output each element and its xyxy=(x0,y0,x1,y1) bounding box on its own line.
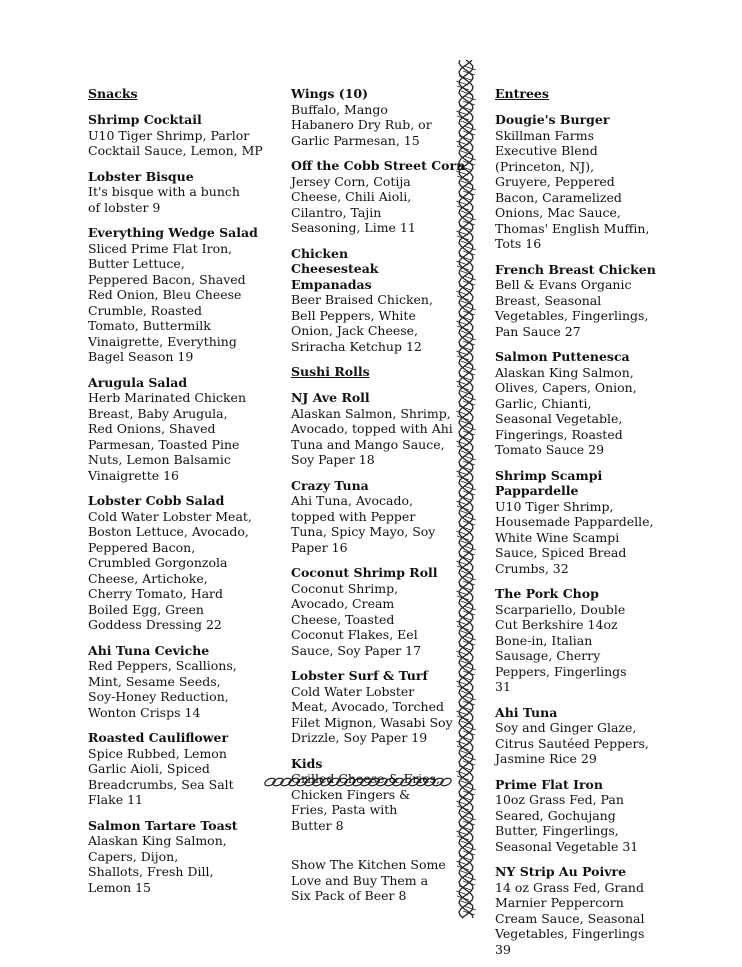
item-desc: Soy and Ginger Glaze, Citrus Sautéed Peppers, Jasmine Rice 29 xyxy=(495,720,649,766)
item-name: Everything Wedge Salad xyxy=(88,225,258,240)
menu-item-pork-chop xyxy=(495,586,670,695)
menu-item-coconut-shrimp-roll xyxy=(291,565,456,658)
menu-item-wings xyxy=(291,86,456,148)
entrees-column xyxy=(495,86,670,967)
item-desc: Coconut Shrimp, Avocado, Cream Cheese, Toasted Coconut Flakes, Eel Sauce, Soy Paper 17 xyxy=(291,580,422,658)
item-name: NY Strip Au Poivre xyxy=(495,864,627,879)
item-name: Shrimp Scampi Pappardelle xyxy=(495,467,603,498)
menu-item-lobster-surf-turf xyxy=(291,668,456,746)
item-desc: Skillman Farms Executive Blend (Princeton, NJ), Gruyere, Peppered Bacon, Caramelized Onions, Mac Sauce, Thomas' English Muffin, Tots 16 xyxy=(495,127,650,251)
item-name: Crazy Tuna xyxy=(291,477,369,493)
menu-item-arugula-salad xyxy=(88,375,273,484)
item-name: Arugula Salad xyxy=(88,374,188,390)
item-name: Shrimp Cocktail xyxy=(88,112,202,127)
menu-item-shrimp-scampi xyxy=(495,468,670,577)
menu-item-dougies-burger xyxy=(495,112,670,252)
item-name: Dougie's Burger xyxy=(495,112,610,127)
snacks-list xyxy=(88,112,273,895)
item-desc: 14 oz Grass Fed, Grand Marnier Peppercorn Cream Sauce, Seasonal Vegetables, Fingerlings 39 xyxy=(495,879,645,957)
item-desc: Bell & Evans Organic Breast, Seasonal Vegetables, Fingerlings, Pan Sauce 27 xyxy=(495,277,649,339)
menu-item-shrimp-cocktail xyxy=(88,112,273,159)
menu-item-everything-wedge-salad xyxy=(88,225,273,365)
sushi-rolls-heading: Sushi Rolls xyxy=(291,364,370,379)
menu-item-ny-strip xyxy=(495,864,670,957)
item-desc: Beer Braised Chicken, Bell Peppers, White Onion, Jack Cheese, Sriracha Ketchup 12 xyxy=(291,292,433,354)
item-desc: It's bisque with a bunch of lobster 9 xyxy=(88,184,240,215)
item-name: Wings (10) xyxy=(291,86,369,101)
item-name: Kids xyxy=(291,755,323,771)
menu-item-ahi-tuna xyxy=(495,705,670,767)
menu-item-french-breast-chicken xyxy=(495,262,670,340)
item-name: Salmon Tartare Toast xyxy=(88,817,238,833)
menu-item-kids xyxy=(291,756,456,834)
item-name: Chicken Cheesesteak Empanadas xyxy=(291,245,379,292)
item-name: Coconut Shrimp Roll xyxy=(291,565,438,580)
menu-item-nj-ave-roll xyxy=(291,390,456,468)
kitchen-beer-note: Show The Kitchen Some Love and Buy Them a Six Pack of Beer 8 xyxy=(291,857,446,903)
menu-item-cheesesteak-empanadas xyxy=(291,246,456,355)
menu-item-roasted-cauliflower xyxy=(88,730,273,808)
entrees-heading: Entrees xyxy=(495,86,549,101)
item-name: Off the Cobb Street Corn xyxy=(291,158,466,173)
item-desc: U10 Tiger Shrimp, Parlor Cocktail Sauce, Lemon, MP xyxy=(88,127,263,158)
middle-column xyxy=(291,86,466,904)
item-desc: Spice Rubbed, Lemon Garlic Aioli, Spiced Breadcrumbs, Sea Salt Flake 11 xyxy=(88,745,234,807)
menu-item-prime-flat-iron xyxy=(495,777,670,855)
item-name: NJ Ave Roll xyxy=(291,390,370,405)
item-name: Prime Flat Iron xyxy=(495,776,603,792)
item-name: Lobster Surf & Turf xyxy=(291,668,428,683)
item-name: Lobster Bisque xyxy=(88,168,194,184)
item-desc: Red Peppers, Scallions, Mint, Sesame Seeds, Soy-Honey Reduction, Wonton Crisps 14 xyxy=(88,658,237,720)
item-desc: U10 Tiger Shrimp, Housemade Pappardelle, White Wine Scampi Sauce, Spiced Bread Crumbs, 32 xyxy=(495,498,654,576)
item-name: Salmon Puttenesca xyxy=(495,349,630,364)
item-name: Ahi Tuna Ceviche xyxy=(88,642,210,658)
item-desc: Sliced Prime Flat Iron, Butter Lettuce, Peppered Bacon, Shaved Red Onion, Bleu Cheese Crumble, Roasted Tomato, Buttermilk Vinaigrette, Everything Bagel Season 19 xyxy=(88,240,246,364)
item-desc: Alaskan King Salmon, Olives, Capers, Onion, Garlic, Chianti, Seasonal Vegetable, Fingerings, Roasted Tomato Sauce 29 xyxy=(495,364,637,457)
menu-item-lobster-bisque xyxy=(88,169,273,216)
item-name: Roasted Cauliflower xyxy=(88,730,229,745)
item-name: Ahi Tuna xyxy=(495,704,558,720)
item-desc: Buffalo, Mango Habanero Dry Rub, or Garlic Parmesan, 15 xyxy=(291,101,432,148)
item-desc: Ahi Tuna, Avocado, topped with Pepper Tuna, Spicy Mayo, Soy Paper 16 xyxy=(291,493,436,555)
item-name: Lobster Cobb Salad xyxy=(88,493,225,508)
item-desc: 10oz Grass Fed, Pan Seared, Gochujang Butter, Fingerlings, Seasonal Vegetable 31 xyxy=(495,792,639,854)
menu-item-salmon-puttenesca xyxy=(495,349,670,458)
snacks-heading: Snacks xyxy=(88,86,138,101)
item-name: French Breast Chicken xyxy=(495,261,656,277)
item-desc: Herb Marinated Chicken Breast, Baby Arugula, Red Onions, Shaved Parmesan, Toasted Pine Nuts, Lemon Balsamic Vinaigrette 16 xyxy=(88,390,247,483)
item-name: The Pork Chop xyxy=(495,586,599,601)
item-desc: Cold Water Lobster Meat, Avocado, Torched Filet Mignon, Wasabi Soy Drizzle, Soy Paper 19 xyxy=(291,683,453,745)
item-desc: Alaskan King Salmon, Capers, Dijon, Shallots, Fresh Dill, Lemon 15 xyxy=(88,833,227,895)
item-desc: Grilled Cheese & Fries, Chicken Fingers & Fries, Pasta with Butter 8 xyxy=(291,771,441,833)
menu-item-crazy-tuna xyxy=(291,478,456,556)
menu-item-salmon-tartare-toast xyxy=(88,818,273,896)
item-desc: Cold Water Lobster Meat, Boston Lettuce, Avocado, Peppered Bacon, Crumbled Gorgonzola Cheese, Artichoke, Cherry Tomato, Hard Boiled Egg, Green Goddess Dressing 22 xyxy=(88,508,252,632)
snacks-column xyxy=(88,86,273,905)
menu-item-street-corn xyxy=(291,158,466,236)
item-desc: Alaskan Salmon, Shrimp, Avocado, topped with Ahi Tuna and Mango Sauce, Soy Paper 18 xyxy=(291,405,453,467)
item-desc: Scarpariello, Double Cut Berkshire 14oz Bone-in, Italian Sausage, Cherry Peppers, Fingerlings 31 xyxy=(495,601,627,694)
menu-item-lobster-cobb-salad xyxy=(88,493,273,633)
item-desc: Jersey Corn, Cotija Cheese, Chili Aioli, Cilantro, Tajin Seasoning, Lime 11 xyxy=(291,173,416,235)
menu-item-ahi-tuna-ceviche xyxy=(88,643,273,721)
